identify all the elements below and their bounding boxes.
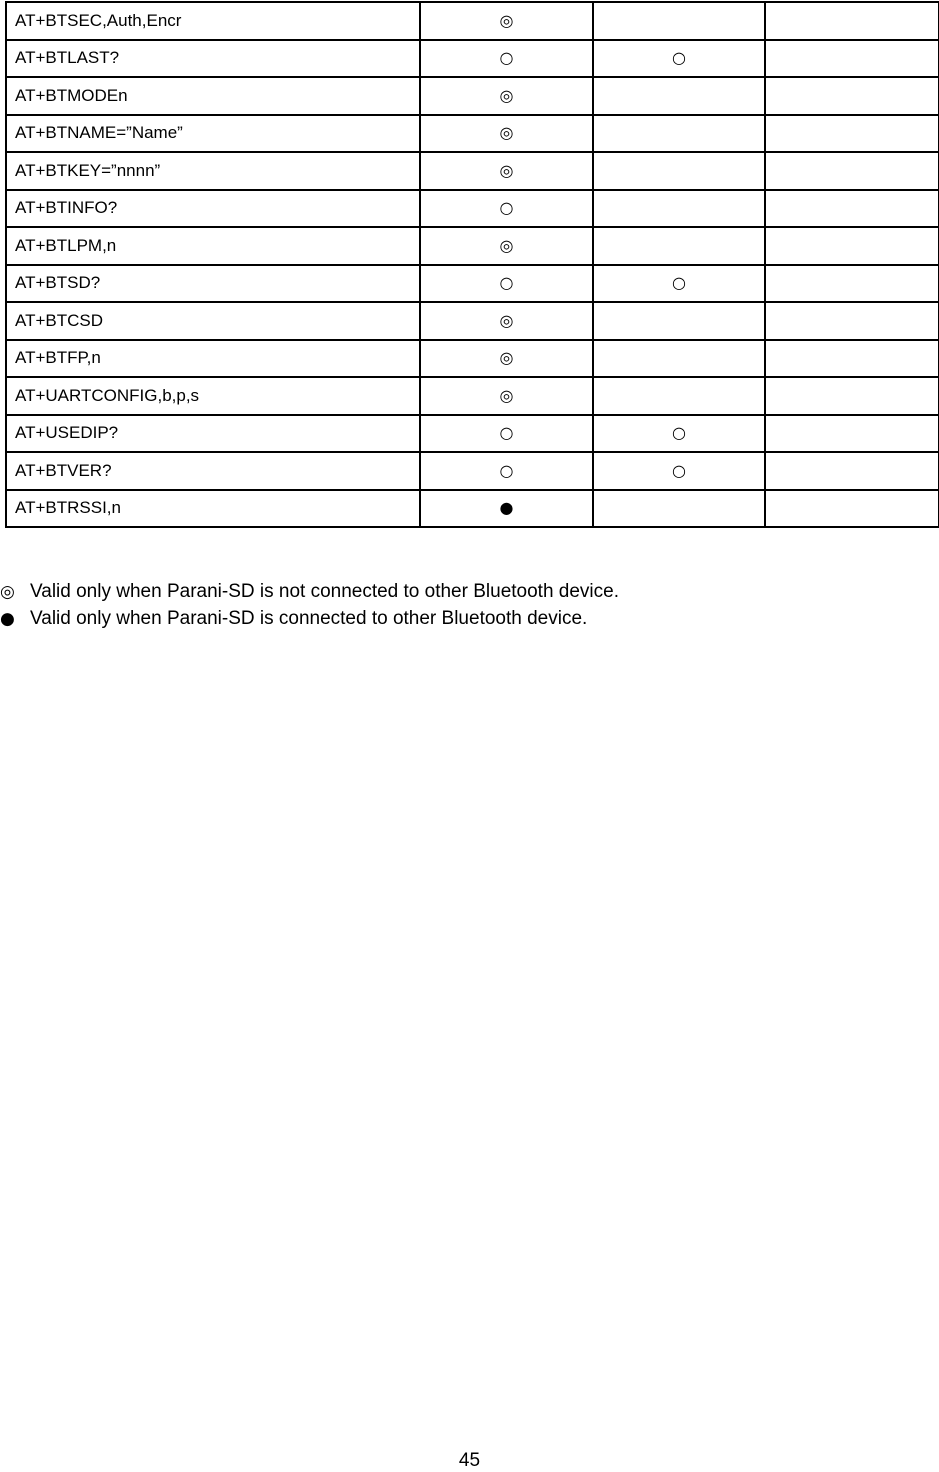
command-cell: AT+BTSD?: [6, 265, 420, 303]
mark-symbol-icon: ◎: [499, 123, 514, 143]
mark-symbol-icon: ○: [672, 48, 686, 68]
mark-cell: [765, 452, 939, 490]
mark-symbol-icon: ◎: [499, 348, 514, 368]
mark-cell: [593, 40, 765, 78]
command-cell: AT+BTKEY=”nnnn”: [6, 152, 420, 190]
command-cell: AT+BTLAST?: [6, 40, 420, 78]
mark-cell: [420, 265, 593, 303]
command-cell: AT+USEDIP?: [6, 415, 420, 453]
mark-cell: [765, 227, 939, 265]
mark-symbol-icon: ○: [672, 273, 686, 293]
legend: [0, 578, 619, 632]
mark-symbol-icon: ◎: [499, 160, 514, 180]
mark-symbol-icon: ○: [499, 460, 514, 480]
command-table: [5, 1, 939, 528]
mark-cell: [420, 377, 593, 415]
mark-cell: [765, 340, 939, 378]
table-row: [6, 415, 939, 453]
mark-symbol-icon: ◎: [499, 85, 514, 105]
mark-cell: [765, 2, 939, 40]
mark-symbol-icon: ○: [499, 48, 514, 68]
mark-cell: [765, 40, 939, 78]
legend-text: Valid only when Parani-SD is not connected to other Bluetooth device.: [30, 581, 619, 602]
command-cell: AT+BTINFO?: [6, 190, 420, 228]
mark-cell: [593, 115, 765, 153]
command-cell: AT+BTCSD: [6, 302, 420, 340]
mark-cell: [420, 190, 593, 228]
mark-cell: [593, 265, 765, 303]
mark-cell: [593, 2, 765, 40]
legend-text: Valid only when Parani-SD is connected to other Bluetooth device.: [30, 608, 588, 629]
mark-symbol-icon: ○: [672, 423, 686, 443]
mark-cell: [420, 2, 593, 40]
mark-cell: [593, 77, 765, 115]
mark-cell: [765, 377, 939, 415]
mark-symbol-icon: ◎: [499, 310, 514, 330]
mark-cell: [420, 452, 593, 490]
mark-cell: [765, 77, 939, 115]
mark-symbol-icon: ○: [499, 198, 514, 218]
table-row: [6, 340, 939, 378]
mark-cell: [420, 40, 593, 78]
mark-symbol-icon: ●: [499, 498, 514, 518]
table-row: [6, 452, 939, 490]
mark-cell: [420, 227, 593, 265]
command-cell: AT+BTNAME=”Name”: [6, 115, 420, 153]
command-cell: AT+UARTCONFIG,b,p,s: [6, 377, 420, 415]
double-circle-icon: ◎: [0, 582, 15, 602]
legend-item-connected: [0, 605, 619, 632]
mark-cell: [593, 377, 765, 415]
mark-cell: [593, 152, 765, 190]
mark-cell: [420, 490, 593, 528]
table-row: [6, 265, 939, 303]
command-cell: AT+BTFP,n: [6, 340, 420, 378]
mark-symbol-icon: ○: [672, 460, 686, 480]
mark-cell: [765, 490, 939, 528]
mark-cell: [765, 115, 939, 153]
mark-symbol-icon: ◎: [499, 10, 514, 30]
table-row: [6, 2, 939, 40]
command-cell: AT+BTMODEn: [6, 77, 420, 115]
mark-cell: [593, 190, 765, 228]
mark-cell: [420, 302, 593, 340]
table-row: [6, 302, 939, 340]
table-row: [6, 115, 939, 153]
mark-cell: [765, 152, 939, 190]
table-row: [6, 77, 939, 115]
table-row: [6, 40, 939, 78]
mark-cell: [420, 340, 593, 378]
filled-circle-icon: ●: [0, 609, 15, 629]
mark-cell: [593, 340, 765, 378]
page-number: 45: [458, 1450, 481, 1471]
mark-cell: [420, 415, 593, 453]
command-cell: AT+BTSEC,Auth,Encr: [6, 2, 420, 40]
mark-cell: [765, 190, 939, 228]
mark-cell: [593, 415, 765, 453]
table-row: [6, 227, 939, 265]
mark-symbol-icon: ◎: [499, 235, 514, 255]
mark-symbol-icon: ○: [499, 423, 514, 443]
mark-cell: [420, 115, 593, 153]
mark-cell: [765, 415, 939, 453]
mark-cell: [593, 302, 765, 340]
mark-cell: [593, 490, 765, 528]
mark-cell: [420, 77, 593, 115]
mark-symbol-icon: ◎: [499, 385, 514, 405]
mark-cell: [765, 265, 939, 303]
table-row: [6, 490, 939, 528]
table-row: [6, 152, 939, 190]
command-cell: AT+BTRSSI,n: [6, 490, 420, 528]
mark-cell: [593, 452, 765, 490]
mark-cell: [420, 152, 593, 190]
mark-symbol-icon: ○: [499, 273, 514, 293]
table-row: [6, 377, 939, 415]
mark-cell: [765, 302, 939, 340]
command-cell: AT+BTLPM,n: [6, 227, 420, 265]
mark-cell: [593, 227, 765, 265]
command-cell: AT+BTVER?: [6, 452, 420, 490]
legend-item-not-connected: [0, 578, 619, 605]
table-row: [6, 190, 939, 228]
